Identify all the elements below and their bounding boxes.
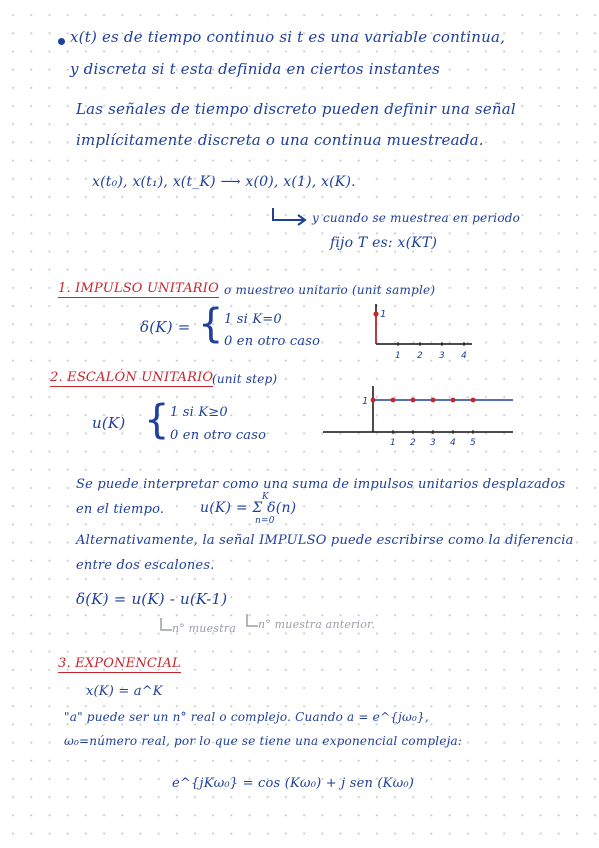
y-tick-label: 1 <box>362 396 369 407</box>
y-tick-label: 1 <box>380 309 387 320</box>
left-brace-icon: { <box>198 301 224 347</box>
impulse-point <box>373 311 378 316</box>
step-sample-point <box>391 398 396 403</box>
exponential-line-2: ω₀=número real, por lo que se tiene una exponencial compleja: <box>64 734 463 748</box>
section-1-title <box>58 281 219 296</box>
x-tick-label: 1 <box>395 351 401 361</box>
step-sample-point <box>411 398 416 403</box>
impulse-case-2: 0 en otro caso <box>224 334 321 349</box>
explanation-line-4: entre dos escalones. <box>76 558 215 573</box>
step-sample-point <box>451 398 456 403</box>
step-graph <box>323 384 518 448</box>
step-case-1: 1 si K≥0 <box>170 405 228 420</box>
intro-line-1: x(t) es de tiempo continuo si t es una variable continua, <box>70 28 506 46</box>
note-sample-number: n° muestra <box>172 622 236 635</box>
x-tick-label: 4 <box>461 351 467 361</box>
x-tick-label: 3 <box>439 351 445 361</box>
intro-line-2: y discreta si t esta definida en ciertos instantes <box>70 60 440 78</box>
exponential-formula: x(K) = a^K <box>86 684 163 699</box>
note-previous-sample: n° muestra anterior. <box>258 618 376 631</box>
section-2-title-text: 2. ESCALÓN UNITARIO <box>50 370 214 385</box>
arrow-note-1: y cuando se muestrea en periodo <box>312 211 521 225</box>
x-tick-label: 2 <box>410 438 416 448</box>
section-1-title-text: 1. IMPULSO UNITARIO <box>58 281 219 296</box>
section-3-title-text: 3. EXPONENCIAL <box>58 656 181 671</box>
explanation-line-1: Se puede interpretar como una suma de impulsos unitarios desplazados <box>76 477 566 492</box>
explanation-line-3: Alternativamente, la señal IMPULSO puede escribirse como la diferencia <box>76 533 574 548</box>
step-lhs: u(K) <box>92 414 126 432</box>
arrow-note-2: fijo T es: x(KT) <box>330 235 438 251</box>
sum-lower-limit: n=0 <box>255 516 275 526</box>
explanation-line-2: en el tiempo. <box>76 502 165 517</box>
section-3-title <box>58 656 181 671</box>
sum-formula: u(K) = Σ δ(n) <box>200 500 297 516</box>
bullet-dot <box>58 38 65 45</box>
left-brace-icon: { <box>144 397 170 443</box>
x-tick-label: 4 <box>450 438 456 448</box>
x-tick-label: 3 <box>430 438 436 448</box>
intro-line-3: Las señales de tiempo discreto pueden definir una señal <box>76 100 516 118</box>
hook-arrow-icon <box>270 206 310 226</box>
section-1-subtitle: o muestreo unitario (unit sample) <box>224 283 436 297</box>
exponential-line-1: "a" puede ser un n° real o complejo. Cuando a = e^{jω₀}, <box>64 710 429 724</box>
section-2-title <box>50 370 213 385</box>
sum-upper-limit: K <box>262 492 269 502</box>
step-case-2: 0 en otro caso <box>170 428 267 443</box>
section-2-subtitle: (unit step) <box>212 372 278 386</box>
x-tick-label: 1 <box>390 438 396 448</box>
x-tick-label: 5 <box>470 438 476 448</box>
step-sample-point <box>471 398 476 403</box>
step-sample-point <box>371 398 376 403</box>
euler-formula: e^{jKω₀} = cos (Kω₀) + j sen (Kω₀) <box>172 776 415 791</box>
step-sample-point <box>431 398 436 403</box>
intro-line-4: implícitamente discreta o una continua muestreada. <box>76 131 484 149</box>
impulse-case-1: 1 si K=0 <box>224 312 282 327</box>
difference-formula: δ(K) = u(K) - u(K-1) <box>76 590 228 608</box>
impulse-graph <box>368 304 478 362</box>
impulse-lhs: δ(K) = <box>140 318 191 336</box>
x-tick-label: 2 <box>417 351 423 361</box>
sampling-sequence: x(t₀), x(t₁), x(t_K) ⟶ x(0), x(1), x(K). <box>92 174 356 190</box>
